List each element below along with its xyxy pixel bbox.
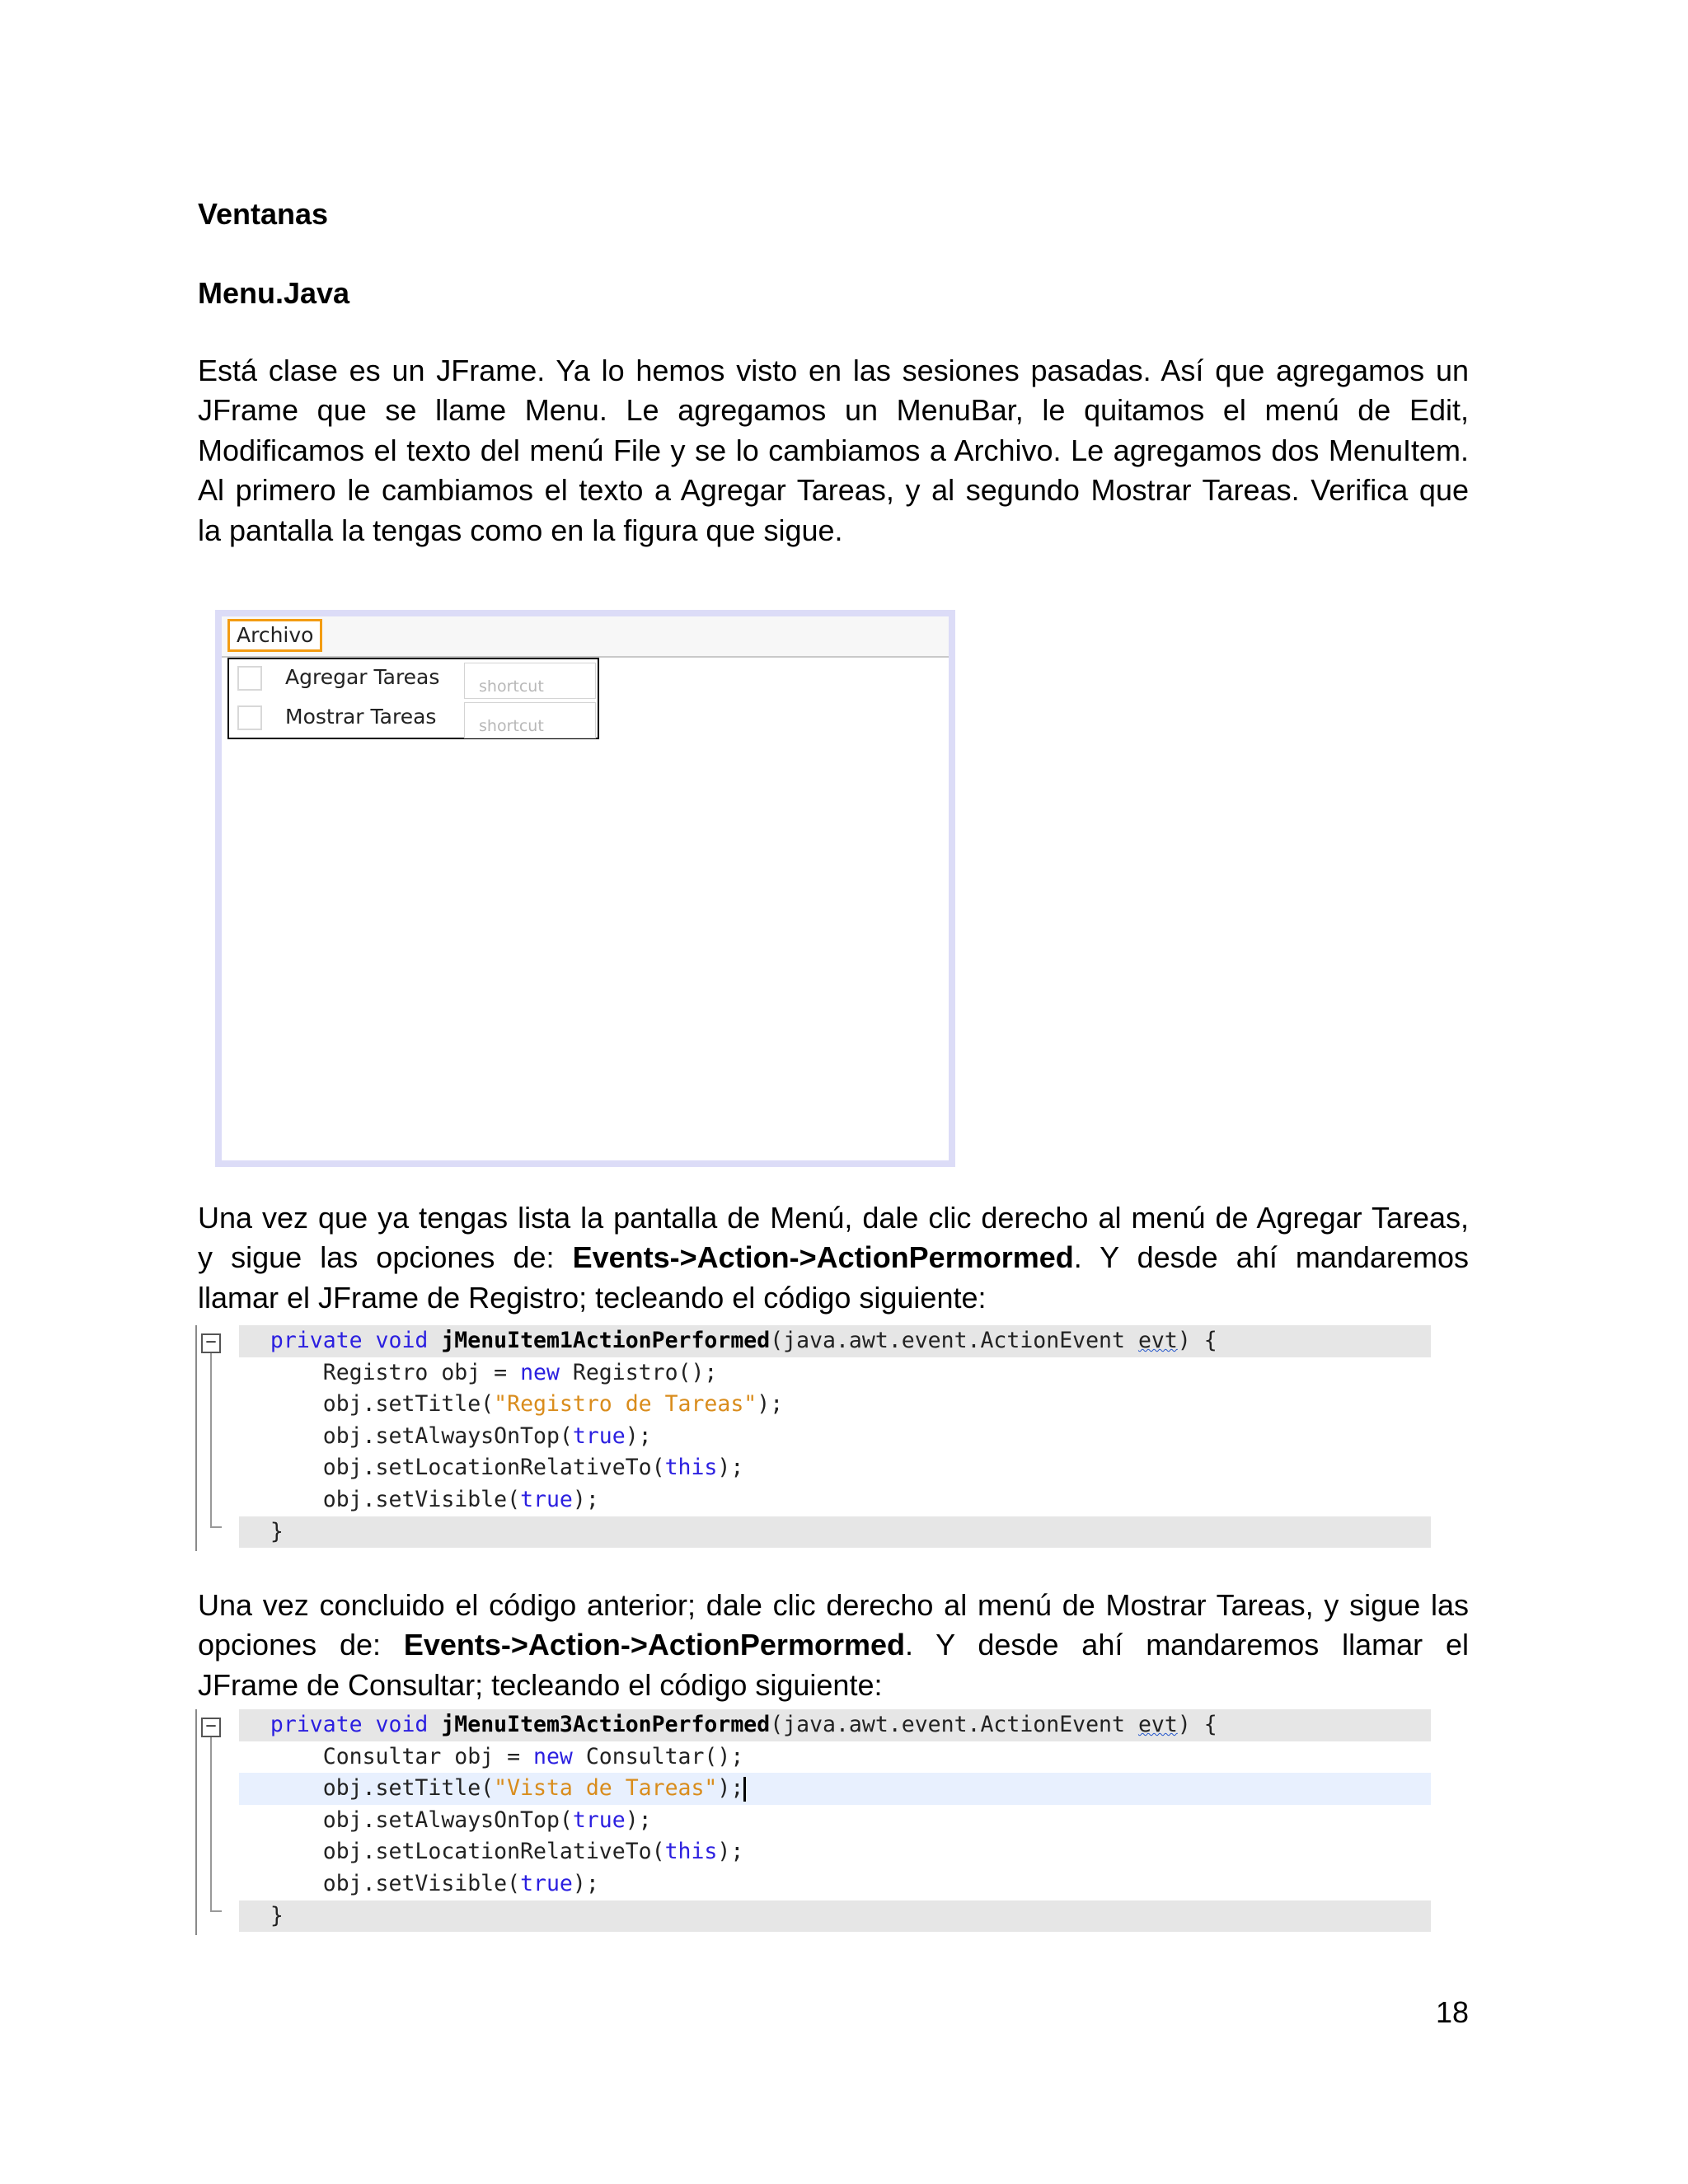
paragraph-line: Una vez concluido el código anterior; dale clic derecho al menú de Mostrar Tareas, y sigue las — [198, 1588, 1469, 1622]
code-line: obj.setTitle("Registro de Tareas"); — [322, 1391, 784, 1418]
intro-line: Modificamos el texto del menú File y se lo cambiamos a Archivo. Le agregamos dos MenuItem. — [198, 433, 1469, 467]
events-path: Events->Action->ActionPermormed — [403, 1628, 905, 1662]
code-line-current[interactable]: obj.setTitle("Vista de Tareas"); — [239, 1773, 1431, 1805]
instructions-paragraph-1 — [198, 1198, 1469, 1318]
shortcut-field[interactable]: shortcut — [464, 702, 596, 738]
code-block-2 — [195, 1709, 1431, 1935]
intro-line: Está clase es un JFrame. Ya lo hemos visto en las sesiones pasadas. Así que agregamos un — [198, 354, 1469, 387]
events-path: Events->Action->ActionPermormed — [572, 1240, 1074, 1275]
paragraph-line: Una vez que ya tengas lista la pantalla de Menú, dale clic derecho al menú de Agregar Tareas, — [198, 1201, 1469, 1235]
menu-item-checkbox[interactable] — [237, 705, 262, 730]
paragraph-line: JFrame de Consultar; tecleando el código siguiente: — [198, 1667, 883, 1702]
section-heading: Ventanas — [198, 197, 329, 231]
menu-item-mostrar-tareas[interactable] — [229, 699, 598, 738]
intro-line: JFrame que se llame Menu. Le agregamos un MenuBar, le quitamos el menú de Edit, — [198, 393, 1469, 428]
menu-item-agregar-tareas[interactable] — [229, 659, 598, 699]
code-line: obj.setVisible(true); — [322, 1487, 599, 1512]
shortcut-field[interactable]: shortcut — [464, 663, 596, 699]
text-caret — [743, 1777, 746, 1802]
fold-icon[interactable]: − — [201, 1718, 221, 1737]
file-heading: Menu.Java — [198, 276, 350, 310]
paragraph-line: llamar el JFrame de Registro; tecleando el código siguiente: — [198, 1280, 987, 1315]
fold-icon[interactable]: − — [201, 1333, 221, 1353]
menu-archivo[interactable]: Archivo — [227, 619, 322, 652]
code-line: } — [239, 1900, 1431, 1933]
menu-item-label: Mostrar Tareas — [285, 705, 437, 729]
code-line: private void jMenuItem1ActionPerformed(java.awt.event.ActionEvent evt) { — [239, 1325, 1431, 1357]
code-line: obj.setAlwaysOnTop(true); — [322, 1422, 652, 1449]
code-block-1 — [195, 1325, 1431, 1551]
code-line: } — [239, 1516, 1431, 1549]
menu-bar — [222, 616, 949, 658]
jframe-figure — [215, 610, 955, 1167]
code-line: obj.setLocationRelativeTo(this); — [322, 1839, 744, 1865]
paragraph-line: opciones de: Events->Action->ActionPermormed. Y desde ahí mandaremos llamar el — [198, 1628, 1470, 1662]
menu-item-checkbox[interactable] — [237, 666, 262, 691]
menu-popup — [227, 658, 599, 739]
code-line: obj.setLocationRelativeTo(this); — [322, 1455, 744, 1481]
intro-line: Al primero le cambiamos el texto a Agregar Tareas, y al segundo Mostrar Tareas. Verifica que — [198, 473, 1469, 508]
code-line: Registro obj = new Registro(); — [322, 1359, 718, 1385]
code-line: obj.setVisible(true); — [322, 1871, 599, 1896]
intro-line: la pantalla la tengas como en la figura que sigue. — [198, 513, 843, 547]
code-line: Consultar obj = new Consultar(); — [322, 1743, 744, 1769]
code-line: private void jMenuItem3ActionPerformed(java.awt.event.ActionEvent evt) { — [239, 1709, 1431, 1741]
code-line: obj.setAlwaysOnTop(true); — [322, 1807, 652, 1833]
paragraph-line: y sigue las opciones de: Events->Action->ActionPermormed. Y desde ahí mandaremos — [198, 1240, 1469, 1275]
menu-item-label: Agregar Tareas — [285, 665, 440, 689]
instructions-paragraph-2 — [198, 1586, 1469, 1705]
page-number: 18 — [1436, 1995, 1470, 2029]
intro-paragraph — [198, 351, 1469, 551]
